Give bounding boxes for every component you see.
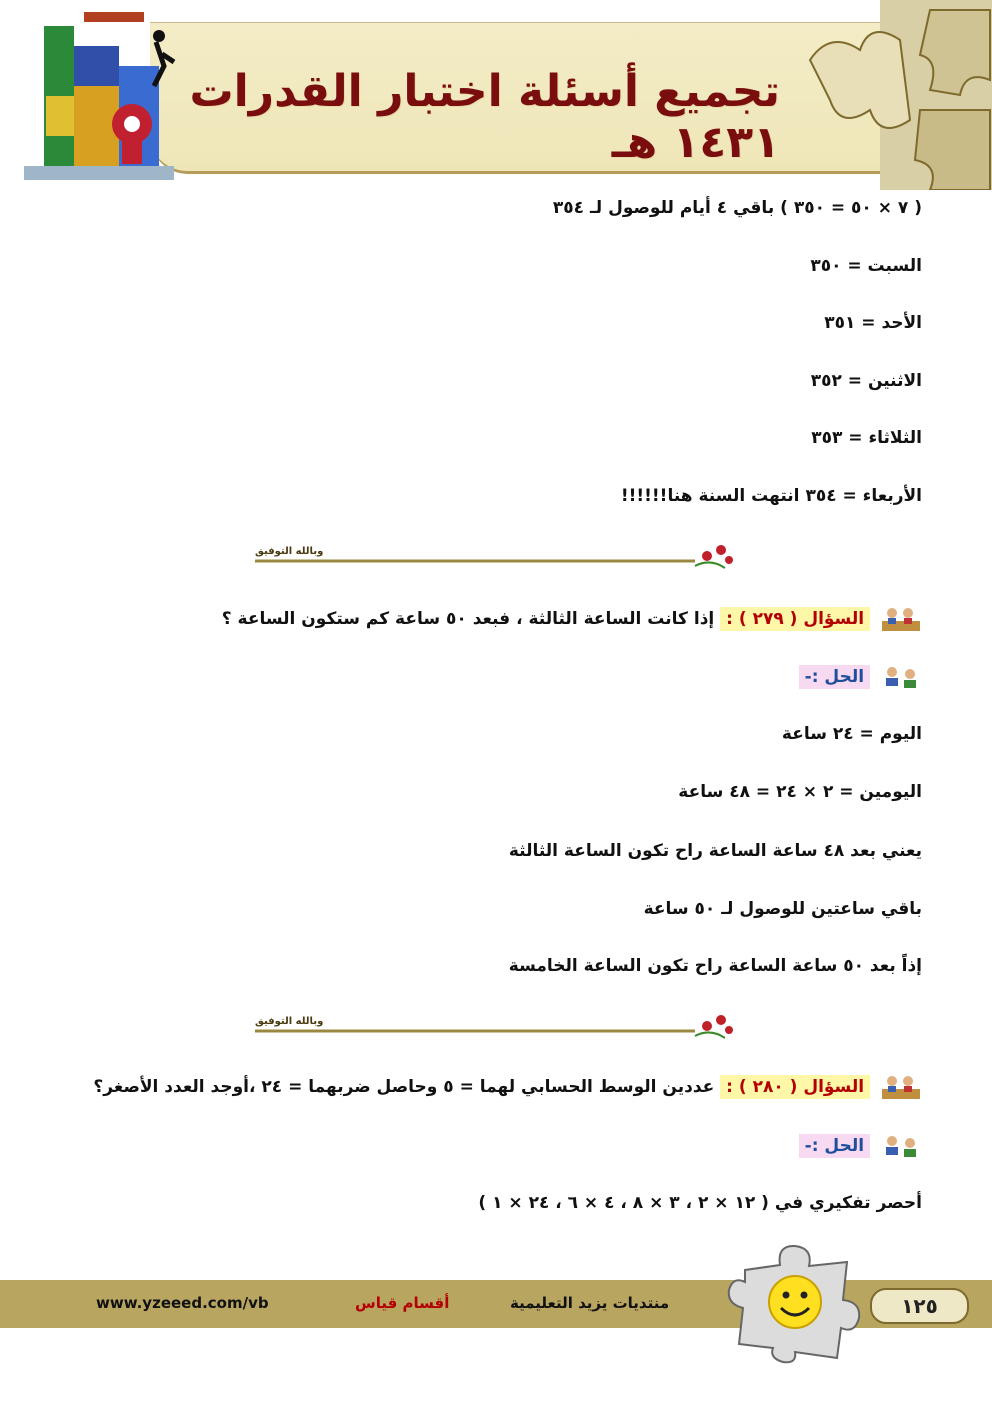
text-line: الثلاثاء = ٣٥٣ <box>811 428 922 448</box>
rose-divider-icon <box>255 1008 740 1048</box>
page-number: ١٢٥ <box>870 1288 969 1324</box>
page-header <box>0 0 992 190</box>
question-280 <box>93 1073 922 1101</box>
solution-label: الحل :- <box>799 1134 870 1158</box>
divider-label: وبالله التوفيق <box>255 1016 324 1027</box>
text-line: اليومين = ٢ × ٢٤ = ٤٨ ساعة <box>678 782 922 802</box>
text-line: باقي ساعتين للوصول لـ ٥٠ ساعة <box>643 899 922 919</box>
question-279 <box>222 605 922 633</box>
solution-header <box>799 1133 922 1159</box>
students-reading-icon <box>880 1073 922 1101</box>
solution-label: الحل :- <box>799 665 870 689</box>
text-line: الاثنين = ٣٥٢ <box>810 371 922 391</box>
footer-url[interactable]: www.yzeeed.com/vb <box>96 1294 269 1312</box>
logo-blocks-icon <box>14 6 184 184</box>
footer-section: أقسام قياس <box>355 1294 450 1312</box>
text-line: السبت = ٣٥٠ <box>810 256 922 276</box>
question-label: السؤال ( ٢٧٩ ) : <box>720 607 870 631</box>
text-line: ( ٧ × ٥٠ = ٣٥٠ ) باقي ٤ أيام للوصول لـ ٣٥٤ <box>552 198 922 218</box>
footer-forum-name: منتديات يزيد التعليمية <box>510 1294 670 1312</box>
divider-label: وبالله التوفيق <box>255 546 324 557</box>
solution-header <box>799 664 922 690</box>
students-writing-icon <box>880 1133 922 1159</box>
text-line: اليوم = ٢٤ ساعة <box>781 724 922 744</box>
text-line: يعني بعد ٤٨ ساعة الساعة راح تكون الساعة الثالثة <box>508 841 922 861</box>
text-line: الأحد = ٣٥١ <box>824 313 922 333</box>
question-text: عددين الوسط الحسابي لهما = ٥ وحاصل ضربهما = ٢٤ ،أوجد العدد الأصغر؟ <box>93 1077 715 1097</box>
section-divider <box>255 1008 740 1048</box>
students-writing-icon <box>880 664 922 690</box>
question-label: السؤال ( ٢٨٠ ) : <box>720 1075 870 1099</box>
page-title: تجميع أسئلة اختبار القدرات ١٤٣١ هـ <box>189 66 780 168</box>
rose-divider-icon <box>255 538 740 578</box>
smiley-puzzle-icon <box>725 1240 865 1365</box>
puzzle-pieces-icon <box>790 0 992 190</box>
students-reading-icon <box>880 605 922 633</box>
text-line: إذاً بعد ٥٠ ساعة الساعة راح تكون الساعة الخامسة <box>508 956 922 976</box>
text-line: أحصر تفكيري في ( ١٢ × ٢ ، ٣ × ٨ ، ٤ × ٦ ، ٢٤ × ١ ) <box>478 1193 922 1213</box>
question-text: إذا كانت الساعة الثالثة ، فبعد ٥٠ ساعة كم ستكون الساعة ؟ <box>221 609 715 629</box>
section-divider <box>255 538 740 578</box>
text-line: الأربعاء = ٣٥٤ انتهت السنة هنا!!!!!! <box>620 486 922 506</box>
